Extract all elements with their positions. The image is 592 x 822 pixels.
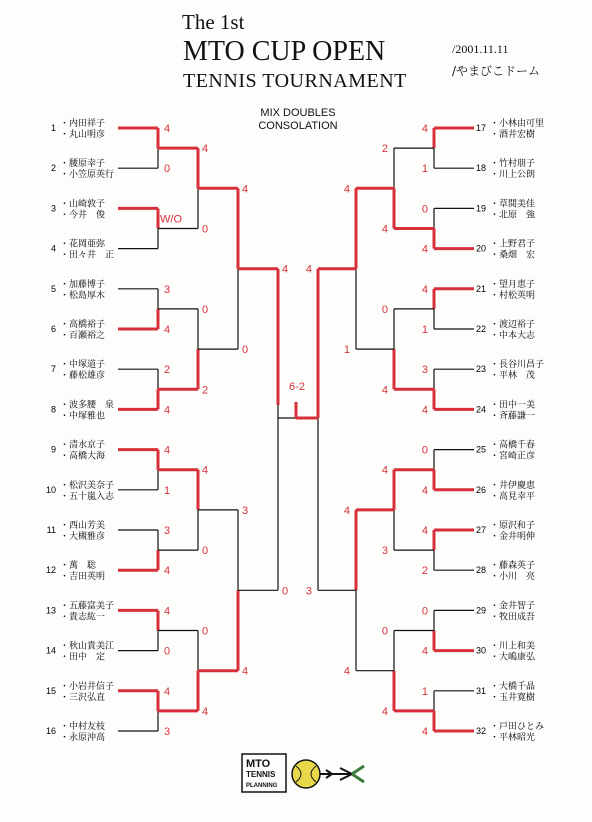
score-label: 2	[381, 143, 388, 156]
player-name: ・大槻雅彦	[60, 532, 106, 542]
player-name: ・北原 強	[490, 210, 536, 221]
player-name: ・山崎敦子	[60, 199, 106, 210]
entry-seed: 29	[475, 605, 486, 616]
player-name: ・中本大志	[490, 331, 536, 341]
score-label: 4	[242, 183, 249, 196]
score-label: 4	[164, 605, 171, 618]
player-name: ・内田祥子	[60, 119, 106, 129]
player-name: ・小川 亮	[490, 572, 536, 583]
score-label: 4	[381, 223, 388, 236]
score-label: 4	[421, 726, 428, 738]
score-label: 1	[164, 484, 171, 497]
score-label: 2	[164, 364, 171, 377]
entry-seed: 5	[50, 283, 56, 294]
score-label: 3	[164, 525, 171, 537]
title-line-2: MTO CUP OPEN	[183, 36, 386, 67]
entry-seed: 24	[475, 404, 486, 415]
entry-seed: 2	[50, 163, 56, 174]
score-label: 2	[202, 384, 209, 397]
player-name: ・渡辺裕子	[490, 320, 536, 330]
player-name: ・中塚雅也	[60, 411, 106, 422]
player-name: ・戸田ひとみ	[490, 722, 545, 732]
final-score: 6-2	[289, 381, 305, 393]
entry-seed: 22	[475, 324, 486, 334]
score-label: 3	[381, 545, 388, 558]
logo-line-1: MTO	[246, 758, 271, 770]
player-name: ・牧田成吾	[490, 612, 536, 623]
entry-seed: 30	[475, 645, 486, 656]
score-label: 4	[202, 705, 209, 718]
player-name: ・永原沖高	[60, 733, 106, 743]
player-name: ・川上和美	[490, 641, 536, 652]
entry-seed: 9	[50, 444, 56, 455]
score-label: 4	[305, 263, 312, 276]
entry-seed: 18	[475, 163, 486, 174]
player-name: ・高橋大海	[60, 451, 106, 462]
player-name: ・田々井 正	[60, 250, 115, 261]
player-name: ・小林由可里	[490, 119, 545, 129]
entry-seed: 20	[475, 243, 486, 254]
score-label: 4	[164, 565, 171, 578]
entry-seed: 3	[50, 203, 56, 214]
player-name: ・藤森英子	[490, 561, 536, 572]
entry-seed: 27	[475, 525, 486, 535]
player-name: ・桑畑 宏	[490, 250, 536, 261]
player-name: ・金井智子	[490, 601, 536, 612]
player-name: ・吉田英明	[60, 572, 106, 583]
score-label: 1	[421, 685, 428, 698]
player-name: ・中村友枝	[60, 722, 106, 732]
score-label: 4	[421, 525, 428, 537]
player-name: ・今井 俊	[60, 210, 106, 221]
player-name: ・西山芳美	[60, 521, 106, 531]
score-label: 0	[282, 585, 289, 598]
entry-seed: 6	[50, 324, 56, 334]
player-name: ・萬 聡	[60, 561, 97, 572]
entry-seed: 25	[475, 444, 486, 455]
player-name: ・丸山明彦	[60, 130, 106, 140]
score-label: 4	[381, 705, 388, 718]
score-label: 4	[202, 464, 209, 477]
player-name: ・上野君子	[490, 239, 536, 250]
player-name: ・三沢弘直	[60, 692, 106, 703]
player-name: ・腰原幸子	[60, 159, 106, 170]
score-label: 4	[242, 665, 249, 678]
entry-seed: 28	[475, 565, 486, 576]
score-label: 3	[164, 726, 171, 738]
entry-seed: 21	[475, 283, 486, 294]
player-name: ・村松英明	[490, 290, 536, 301]
mto-tennis-planning-logo	[240, 750, 370, 796]
score-label: 4	[164, 444, 171, 457]
entry-seed: 17	[475, 123, 486, 133]
score-label: 4	[381, 464, 388, 477]
player-name: ・清水京子	[60, 440, 106, 451]
score-label: 0	[202, 303, 209, 316]
entry-seed: 23	[475, 364, 486, 375]
entry-seed: 26	[475, 484, 486, 495]
score-label: 4	[381, 384, 388, 397]
category-label: MIX DOUBLES	[260, 107, 336, 119]
title-line-1: The 1st	[182, 10, 245, 34]
title-line-3: TENNIS TOURNAMENT	[183, 70, 407, 92]
score-label: 0	[381, 303, 388, 316]
score-label: 1	[343, 344, 350, 357]
player-name: ・五十嵐入志	[60, 491, 115, 502]
player-name: ・田中 定	[60, 652, 106, 663]
score-label: 0	[242, 344, 249, 357]
score-label: 0	[421, 203, 428, 216]
score-label: 4	[343, 665, 350, 678]
player-name: ・金井明伸	[490, 532, 536, 542]
score-label: 4	[421, 645, 428, 658]
player-name: ・波多腰 泉	[60, 400, 115, 411]
event-date: /2001.11.11	[452, 42, 509, 56]
entry-seed: 11	[46, 525, 56, 535]
player-name: ・小岩井信子	[60, 681, 115, 692]
score-label: 0	[202, 625, 209, 638]
player-name: ・小笠原英行	[60, 170, 115, 181]
entry-seed: 14	[45, 645, 56, 656]
player-name: ・平林 茂	[490, 371, 536, 382]
player-name: ・大橋千晶	[490, 681, 536, 692]
score-label: 4	[343, 183, 350, 196]
score-label: 4	[202, 143, 209, 156]
entry-seed: 13	[45, 605, 56, 616]
score-label: 1	[421, 163, 428, 176]
score-label: 4	[164, 324, 171, 336]
score-label: 0	[421, 444, 428, 457]
player-name: ・平林昭光	[490, 733, 536, 743]
player-name: ・斉藤謙一	[490, 411, 536, 422]
player-name: ・藤松雄彦	[60, 371, 106, 382]
score-label: 4	[343, 504, 350, 517]
score-label: 3	[242, 504, 249, 517]
player-name: ・田中一美	[490, 400, 536, 411]
entry-seed: 4	[50, 243, 56, 254]
score-label: 3	[305, 585, 312, 598]
score-label: 0	[421, 605, 428, 618]
entry-seed: 31	[475, 685, 486, 696]
score-label: 0	[164, 163, 171, 176]
score-label: 2	[421, 565, 428, 578]
player-name: ・貴志紘一	[60, 612, 106, 623]
player-name: ・原沢和子	[490, 521, 536, 531]
entry-seed: 12	[45, 565, 56, 576]
player-name: ・竹村朋子	[490, 159, 536, 170]
score-label: 4	[421, 404, 428, 417]
score-label: 3	[164, 283, 171, 296]
score-label: 0	[202, 223, 209, 236]
event-venue: /やまびこドーム	[452, 64, 541, 78]
entry-seed: 32	[475, 726, 486, 736]
player-name: ・加藤博子	[60, 279, 106, 290]
score-label: 0	[202, 545, 209, 558]
logo-line-3: PLANNING	[246, 783, 278, 789]
logo-line-2: TENNIS	[246, 770, 276, 779]
score-label: 4	[421, 243, 428, 256]
player-name: ・松島厚木	[60, 290, 106, 301]
player-name: ・宮崎正彦	[490, 451, 536, 462]
score-label: 4	[164, 685, 171, 698]
player-name: ・川上公朗	[490, 170, 536, 181]
score-label: 4	[282, 263, 289, 276]
score-label: W/O	[160, 213, 182, 226]
score-label: 0	[381, 625, 388, 638]
score-label: 4	[421, 484, 428, 497]
player-name: ・秋山貴美江	[60, 641, 115, 652]
player-name: ・中塚道子	[60, 360, 106, 371]
score-label: 4	[164, 123, 171, 135]
entry-seed: 15	[45, 685, 56, 696]
player-name: ・高見幸平	[490, 491, 536, 502]
player-name: ・玉井寛樹	[490, 692, 536, 703]
player-name: ・花岡亜弥	[60, 239, 106, 250]
player-name: ・望月恵子	[490, 279, 536, 290]
player-name: ・五藤富美子	[60, 601, 115, 612]
score-label: 0	[164, 645, 171, 658]
entry-seed: 16	[45, 726, 56, 736]
score-label: 1	[421, 324, 428, 336]
entry-seed: 1	[50, 123, 56, 133]
score-label: 3	[421, 364, 428, 377]
player-name: ・松沢美奈子	[60, 480, 115, 491]
entry-seed: 8	[50, 404, 56, 415]
player-name: ・高橋裕子	[60, 320, 106, 330]
player-name: ・高橋千春	[490, 440, 536, 451]
category-sublabel: CONSOLATION	[258, 120, 338, 132]
score-label: 4	[164, 404, 171, 417]
player-name: ・百瀬裕之	[60, 331, 106, 341]
entry-seed: 7	[50, 364, 56, 375]
player-name: ・草間美佳	[490, 199, 536, 210]
player-name: ・井伊慶恵	[490, 480, 536, 491]
player-name: ・大嶋康弘	[490, 652, 536, 663]
player-name: ・酒井宏樹	[490, 130, 536, 140]
score-label: 4	[421, 283, 428, 296]
entry-seed: 19	[475, 203, 486, 214]
player-name: ・長谷川昌子	[490, 360, 545, 371]
score-label: 4	[421, 123, 428, 135]
entry-seed: 10	[45, 484, 56, 495]
